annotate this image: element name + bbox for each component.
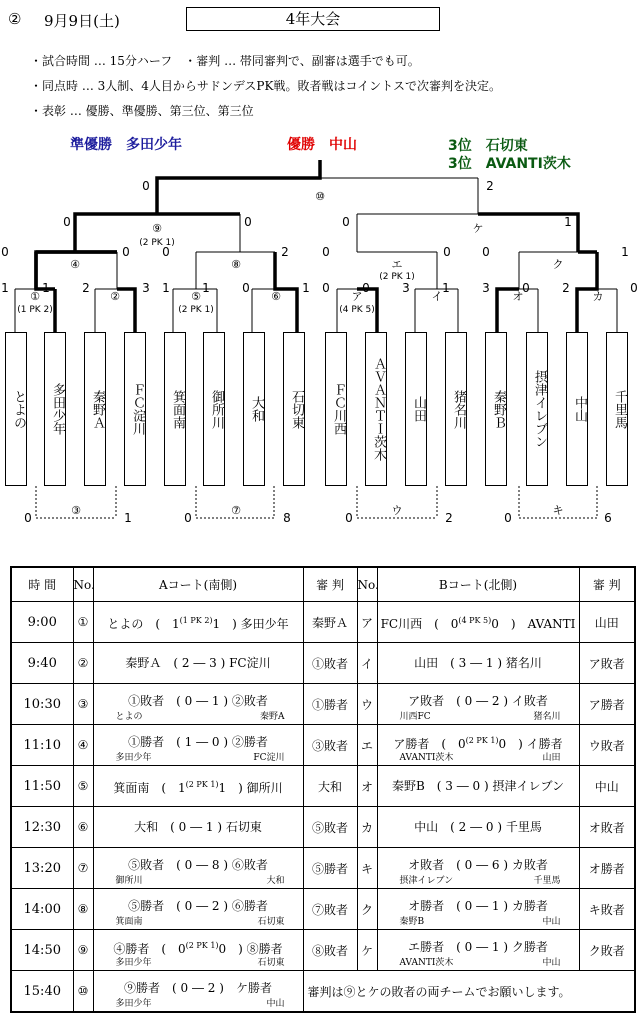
referee-a: ⑤敗者 (303, 807, 357, 848)
court-a-match (93, 848, 303, 889)
header-court-a: Aコート(南側) (93, 567, 303, 602)
court-a-match (93, 889, 303, 930)
match-line: ア敗者 ( 0 ― 2 ) イ敗者 (408, 694, 548, 708)
match-no-b: イ (357, 643, 377, 684)
court-b-match (377, 602, 579, 643)
referee-a: ⑧敗者 (303, 930, 357, 971)
header-time: 時 間 (11, 567, 73, 602)
score-value: 0 (504, 511, 512, 525)
third-place-2: 3位 AVANTI茨木 (448, 156, 571, 172)
third-place-1: 3位 石切東 (448, 138, 528, 154)
referee-b: ア敗者 (579, 643, 635, 684)
time-cell: 9:00 (11, 602, 73, 643)
match-label: ③ (71, 504, 81, 517)
pk-result: (2 PK 1) (185, 940, 219, 950)
score-value: 2 (562, 281, 570, 295)
section-number: ② (8, 10, 22, 28)
score-value: 1 (162, 281, 170, 295)
time-cell: 10:30 (11, 684, 73, 725)
court-a-match (93, 643, 303, 684)
team-box: 御所川 (203, 332, 225, 486)
match-no-b: カ (357, 807, 377, 848)
score-value: 2 (82, 281, 90, 295)
match-label: ⑥ (271, 290, 281, 303)
team-box: とよの (5, 332, 27, 486)
pk-result: (2 PK 1) (465, 735, 499, 745)
score-value: 0 (345, 511, 353, 525)
match-label: ⑧ (231, 258, 241, 271)
score-value: 3 (142, 281, 150, 295)
table-row-final (11, 971, 635, 1013)
score-value: 0 (162, 245, 170, 259)
team-box: 石切東 (283, 332, 305, 486)
match-no-a: ③ (73, 684, 93, 725)
final-match (93, 971, 303, 1013)
sub-team-left: 箕面南 (115, 917, 143, 927)
match-line: ア勝者 ( $0^{(2 PK 1)}0$ ) イ勝者 (393, 735, 563, 751)
match-no-a: ② (73, 643, 93, 684)
match-no-a: ④ (73, 725, 93, 766)
table-row (11, 643, 635, 684)
time-cell: 14:00 (11, 889, 73, 930)
note-tiebreak: ・同点時 … 3人制、4人目からサドンデスPK戦。敗者戦はコイントスで次審判を決定。 (30, 79, 501, 93)
sub-team-left: 御所川 (115, 876, 143, 886)
match-label: ク (552, 258, 564, 271)
pk-result: (1 PK 2) (179, 615, 213, 625)
score-value: 0 (242, 281, 250, 295)
sub-team-right: 石切東 (257, 917, 285, 927)
match-line: ⑨勝者 ( 0 ― 2 ) ケ勝者 (124, 981, 272, 995)
match-no-a: ⑦ (73, 848, 93, 889)
referee-a: ③敗者 (303, 725, 357, 766)
referee-a: 秦野Ａ (303, 602, 357, 643)
match-line: ①敗者 ( 0 ― 1 ) ②敗者 (128, 694, 268, 708)
match-line: オ勝者 ( 0 ― 1 ) カ勝者 (408, 899, 548, 913)
referee-b: ア勝者 (579, 684, 635, 725)
team-box: ＡＶＡＮＴＩ茨木 (365, 332, 387, 486)
time-cell: 13:20 (11, 848, 73, 889)
court-b-match (377, 684, 579, 725)
match-no-b: ア (357, 602, 377, 643)
court-a-match (93, 602, 303, 643)
table-row (11, 807, 635, 848)
time-cell: 11:50 (11, 766, 73, 807)
score-value: 0 (142, 179, 150, 193)
match-no-b: エ (357, 725, 377, 766)
score-value: 0 (24, 511, 32, 525)
score-value: 0 (1, 245, 9, 259)
team-box: 秦野Ａ (84, 332, 106, 486)
header-ref-b: 審 判 (579, 567, 635, 602)
sub-team-right: 秦野A (260, 712, 285, 722)
score-value: 1 (442, 281, 450, 295)
pk-result: (2 PK 1) (185, 779, 219, 789)
match-line: ⑤敗者 ( 0 ― 8 ) ⑥敗者 (128, 858, 268, 872)
pk-label: (2 PK 1) (178, 305, 214, 315)
referee-a: ⑤勝者 (303, 848, 357, 889)
table-row (11, 684, 635, 725)
pk-label: (4 PK 5) (339, 305, 375, 315)
match-label: ウ (391, 504, 403, 517)
page-title: 4年大会 (186, 7, 440, 31)
court-b-match (377, 725, 579, 766)
match-no-b: ウ (357, 684, 377, 725)
team-box: 大和 (243, 332, 265, 486)
court-b-match (377, 766, 579, 807)
match-line: 大和 ( 0 ― 1 ) 石切東 (134, 820, 262, 834)
time-cell: 15:40 (11, 971, 73, 1013)
score-value: 8 (283, 511, 291, 525)
referee-a: 大和 (303, 766, 357, 807)
sub-team-right: 中山 (266, 999, 285, 1009)
match-line: ⑤勝者 ( 0 ― 2 ) ⑥勝者 (128, 899, 268, 913)
sub-team-right: 中山 (542, 958, 561, 968)
sub-team-left: 秦野B (399, 917, 425, 927)
table-row (11, 930, 635, 971)
header-ref-a: 審 判 (303, 567, 357, 602)
match-label: ケ (472, 222, 484, 235)
score-value: 1 (302, 281, 310, 295)
header-no-b: No. (357, 567, 377, 602)
court-b-match (377, 848, 579, 889)
runner-up-label: 準優勝 多田少年 (70, 137, 182, 153)
sub-team-left: 多田少年 (115, 958, 152, 968)
table-row (11, 889, 635, 930)
sub-team-right: 猪名川 (533, 712, 561, 722)
court-a-match (93, 684, 303, 725)
score-value: 1 (42, 281, 50, 295)
score-value: 2 (281, 245, 289, 259)
court-b-match (377, 930, 579, 971)
table-row (11, 766, 635, 807)
pk-result: (4 PK 5) (458, 615, 492, 625)
referee-b: キ敗者 (579, 889, 635, 930)
sub-team-right: 山田 (542, 753, 561, 763)
team-box: 箕面南 (164, 332, 186, 486)
sub-team-right: 大和 (266, 876, 285, 886)
referee-b: ウ敗者 (579, 725, 635, 766)
table-header (11, 567, 635, 602)
court-a-match (93, 930, 303, 971)
sub-team-right: 石切東 (257, 958, 285, 968)
match-label: ② (110, 290, 120, 303)
sub-team-left: とよの (115, 712, 143, 722)
score-value: 0 (122, 245, 130, 259)
match-label: オ (512, 290, 524, 303)
sub-team-right: 千里馬 (533, 876, 561, 886)
court-a-match (93, 725, 303, 766)
referee-a: ⑦敗者 (303, 889, 357, 930)
table-row (11, 602, 635, 643)
score-value: 0 (522, 281, 530, 295)
score-value: 1 (564, 215, 572, 229)
winner-label: 優勝 中山 (287, 137, 357, 153)
match-line: ④勝者 ( $0^{(2 PK 1)}0$ ) ⑧勝者 (113, 940, 283, 956)
schedule-table (10, 566, 636, 1013)
match-line: 秦野Ａ ( 2 ― 3 ) FC淀川 (125, 656, 271, 670)
match-line: 山田 ( 3 ― 1 ) 猪名川 (414, 656, 542, 670)
score-value: 0 (63, 215, 71, 229)
match-no-b: キ (357, 848, 377, 889)
sub-team-left: 摂津イレブン (399, 876, 454, 886)
team-box: 中山 (566, 332, 588, 486)
score-value: 0 (482, 245, 490, 259)
match-label: キ (552, 504, 564, 517)
note-awards: ・表彰 … 優勝、準優勝、第三位、第三位 (30, 104, 254, 118)
match-no-a: ⑨ (73, 930, 93, 971)
match-line: 中山 ( 2 ― 0 ) 千里馬 (414, 820, 542, 834)
score-value: 3 (402, 281, 410, 295)
match-no-b: オ (357, 766, 377, 807)
score-value: 1 (124, 511, 132, 525)
time-cell: 9:40 (11, 643, 73, 684)
sub-team-left: AVANTI茨木 (399, 958, 454, 968)
court-b-match (377, 643, 579, 684)
score-value: 2 (486, 179, 494, 193)
match-label: ア (351, 290, 363, 303)
team-box: 猪名川 (445, 332, 467, 486)
score-value: 0 (362, 281, 370, 295)
match-label: ① (30, 290, 40, 303)
court-b-match (377, 807, 579, 848)
final-referee-note: 審判は⑨とケの敗者の両チームでお願いします。 (303, 971, 635, 1013)
team-box: 秦野Ｂ (485, 332, 507, 486)
score-value: 0 (630, 281, 638, 295)
score-value: 3 (482, 281, 490, 295)
court-b-match (377, 889, 579, 930)
pk-label: (1 PK 2) (17, 305, 53, 315)
match-label: ⑨ (152, 222, 162, 235)
table-row (11, 848, 635, 889)
score-value: 1 (202, 281, 210, 295)
match-line: とよの ( $1^{(1 PK 2)}1$ ) 多田少年 (107, 615, 289, 631)
match-line: FC川西 ( $0^{(4 PK 5)}0$ ) AVANTI (380, 615, 576, 631)
match-line: 箕面南 ( $1^{(2 PK 1)}1$ ) 御所川 (113, 779, 283, 795)
match-no-a: ⑤ (73, 766, 93, 807)
score-value: 1 (621, 245, 629, 259)
team-box: 山田 (405, 332, 427, 486)
referee-a: ①勝者 (303, 684, 357, 725)
team-box: ＦＣ川西 (325, 332, 347, 486)
referee-b: オ敗者 (579, 807, 635, 848)
match-line: ①勝者 ( 1 ― 0 ) ②勝者 (128, 735, 268, 749)
score-value: 0 (322, 281, 330, 295)
sub-team-right: FC淀川 (253, 753, 285, 763)
header-court-b: Bコート(北側) (377, 567, 579, 602)
team-box: ＦＣ淀川 (124, 332, 146, 486)
match-label: ⑩ (315, 190, 325, 203)
sub-team-left: 川西FC (399, 712, 431, 722)
match-no-a: ⑥ (73, 807, 93, 848)
pk-label: (2 PK 1) (379, 272, 415, 282)
match-label: ④ (70, 258, 80, 271)
match-label: イ (431, 290, 443, 303)
match-no-a: ⑩ (73, 971, 93, 1013)
match-line: オ敗者 ( 0 ― 6 ) カ敗者 (408, 858, 548, 872)
team-box: 摂津イレブン (526, 332, 548, 486)
team-box: 多田少年 (44, 332, 66, 486)
team-box: 千里馬 (606, 332, 628, 486)
score-value: 6 (604, 511, 612, 525)
header-no: No. (73, 567, 93, 602)
score-value: 2 (445, 511, 453, 525)
match-line: 秦野B ( 3 ― 0 ) 摂津イレブン (391, 779, 565, 793)
table-row (11, 725, 635, 766)
sub-team-left: 多田少年 (115, 753, 152, 763)
match-label: ⑦ (231, 504, 241, 517)
score-value: 0 (184, 511, 192, 525)
time-cell: 11:10 (11, 725, 73, 766)
match-label: エ (391, 258, 403, 271)
score-value: 1 (1, 281, 9, 295)
score-value: 0 (244, 215, 252, 229)
sub-team-left: 多田少年 (115, 999, 152, 1009)
match-line: エ勝者 ( 0 ― 1 ) ク勝者 (408, 940, 548, 954)
match-label: カ (592, 290, 604, 303)
court-a-match (93, 766, 303, 807)
sub-team-left: AVANTI茨木 (399, 753, 454, 763)
match-label: ⑤ (191, 290, 201, 303)
match-no-b: ケ (357, 930, 377, 971)
pk-label: (2 PK 1) (139, 238, 175, 248)
referee-a: ①敗者 (303, 643, 357, 684)
match-no-b: ク (357, 889, 377, 930)
court-a-match (93, 807, 303, 848)
sub-team-right: 中山 (542, 917, 561, 927)
note-match-time: ・試合時間 … 15分ハーフ ・審判 … 帯同審判で、副審は選手でも可。 (30, 54, 420, 68)
match-no-a: ① (73, 602, 93, 643)
event-date: 9月9日(土) (44, 12, 120, 30)
match-no-a: ⑧ (73, 889, 93, 930)
referee-b: ク敗者 (579, 930, 635, 971)
score-value: 0 (322, 245, 330, 259)
referee-b: 山田 (579, 602, 635, 643)
score-value: 0 (443, 245, 451, 259)
time-cell: 12:30 (11, 807, 73, 848)
score-value: 0 (342, 215, 350, 229)
referee-b: 中山 (579, 766, 635, 807)
time-cell: 14:50 (11, 930, 73, 971)
referee-b: オ勝者 (579, 848, 635, 889)
